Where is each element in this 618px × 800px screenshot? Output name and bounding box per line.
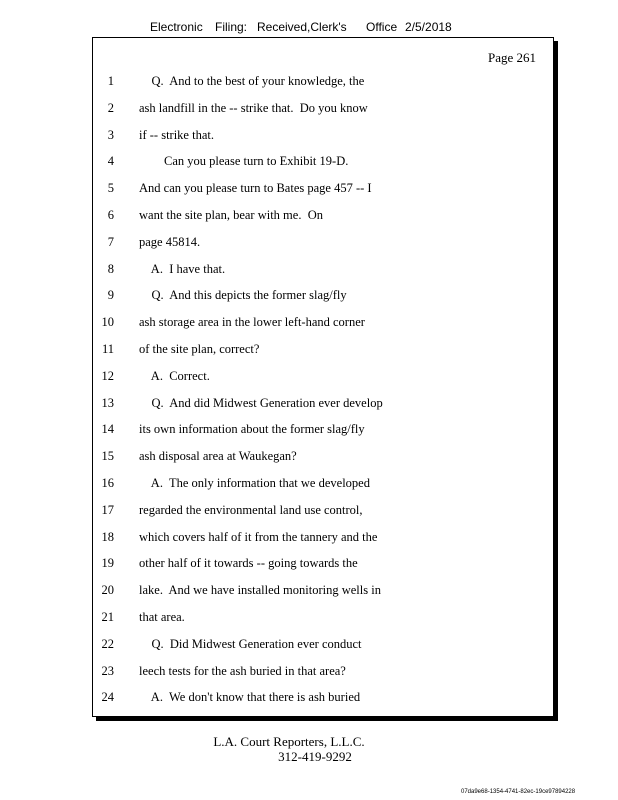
line-number: 18 [101,529,114,544]
transcript-line: which covers half of it from the tannery and the [139,529,378,544]
transcript-line: ash storage area in the lower left-hand corner [139,315,365,330]
transcript-line: want the site plan, bear with me. On [139,208,323,222]
line-number: 16 [101,476,114,490]
line-number: 4 [107,154,114,169]
line-number: 15 [101,449,114,464]
filing-stamp-word: Electronic [150,20,203,34]
transcript-line: A. The only information that we developed [139,476,370,490]
line-number: 6 [107,208,114,222]
line-number: 8 [107,261,114,276]
line-number: 5 [107,181,114,196]
transcript-line: that area. [139,610,185,624]
line-number: 22 [101,636,114,651]
transcript-line: page 45814. [139,234,201,249]
footer-company: L.A. Court Reporters, L.L.C. [213,734,365,749]
line-number: 13 [101,395,114,410]
transcript-line: if -- strike that. [139,127,214,142]
transcript-line: A. I have that. [139,261,226,276]
line-number: 3 [107,127,114,142]
transcript-line: Q. And did Midwest Generation ever develop [139,395,383,410]
transcript-line: And can you please turn to Bates page 457 -- I [139,181,372,196]
transcript-line: A. We don't know that there is ash buried [139,690,361,705]
line-number: 20 [101,583,114,598]
line-number: 23 [101,663,114,678]
transcript-line: ash disposal area at Waukegan? [139,449,297,464]
footer-phone: 312-419-9292 [278,749,352,764]
document-hash: 07da9e68-1354-4741-82ec-19ce97894228 [461,789,576,795]
transcript-line: leech tests for the ash buried in that area? [139,663,346,678]
filing-stamp-word: Office [366,20,398,34]
line-number: 2 [107,100,114,115]
line-number: 7 [107,234,114,249]
transcript-line: ash landfill in the -- strike that. Do you know [139,100,368,115]
line-number: 1 [107,74,114,88]
transcript-line: Q. Did Midwest Generation ever conduct [139,636,362,651]
transcript-line: Q. And to the best of your knowledge, the [139,74,365,88]
transcript-line: other half of it towards -- going towards the [139,556,358,571]
line-number: 24 [101,690,114,705]
filing-stamp-word: Filing: [215,20,248,34]
line-number: 9 [107,288,114,303]
line-number: 12 [101,368,114,383]
filing-stamp-date: 2/5/2018 [405,20,452,34]
transcript-line: of the site plan, correct? [139,342,260,356]
transcript-line: lake. And we have installed monitoring wells in [139,583,381,598]
filing-stamp-word: Received,Clerk's [257,20,347,34]
transcript-line: Q. And this depicts the former slag/fly [139,288,347,303]
line-number: 21 [101,610,114,624]
line-number: 17 [101,502,114,517]
line-number: 14 [101,422,114,437]
line-number: 10 [101,315,114,330]
line-number: 11 [101,342,114,356]
transcript-line: Can you please turn to Exhibit 19-D. [139,154,349,169]
page-number: Page 261 [487,50,536,65]
transcript-line: regarded the environmental land use control, [139,502,363,517]
transcript-line: A. Correct. [139,368,210,383]
transcript-line: its own information about the former slag/fly [139,422,365,437]
line-number: 19 [101,556,114,571]
